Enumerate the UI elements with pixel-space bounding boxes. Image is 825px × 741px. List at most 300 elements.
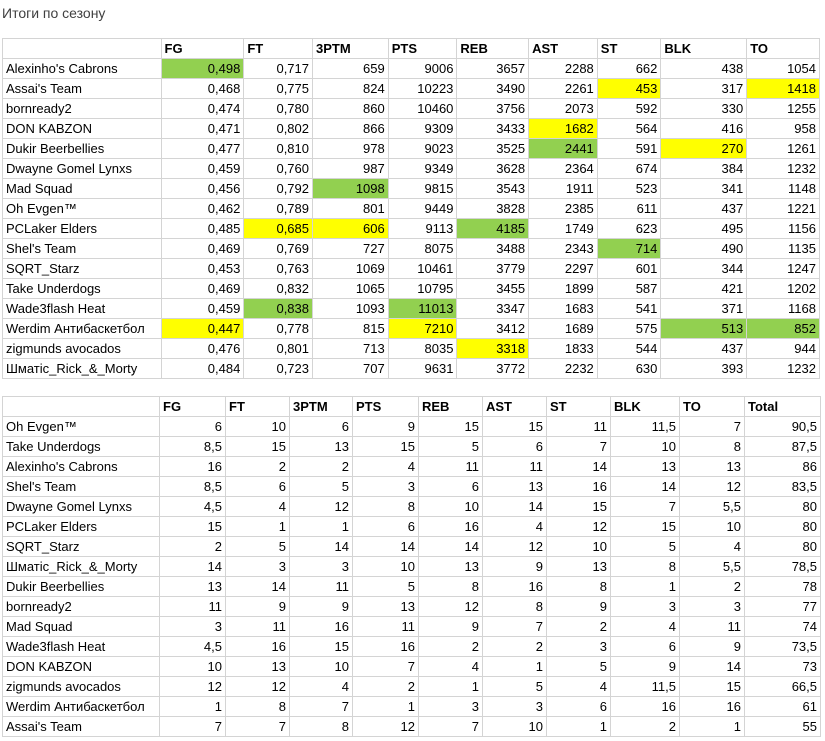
stat-cell[interactable]: 0,717 bbox=[244, 59, 313, 79]
stat-cell[interactable]: 944 bbox=[747, 339, 820, 359]
rank-cell[interactable]: 5 bbox=[547, 657, 611, 677]
stat-cell[interactable]: 1418 bbox=[747, 79, 820, 99]
stat-cell[interactable]: 1098 bbox=[313, 179, 389, 199]
rank-cell[interactable]: 14 bbox=[680, 657, 745, 677]
total-cell[interactable]: 80 bbox=[745, 517, 821, 537]
stat-cell[interactable]: 2441 bbox=[529, 139, 598, 159]
stat-cell[interactable]: 0,723 bbox=[244, 359, 313, 379]
rank-cell[interactable]: 1 bbox=[226, 517, 290, 537]
rank-cell[interactable]: 10 bbox=[353, 557, 419, 577]
stat-cell[interactable]: 3772 bbox=[457, 359, 529, 379]
stat-cell[interactable]: 9113 bbox=[388, 219, 457, 239]
stat-cell[interactable]: 0,760 bbox=[244, 159, 313, 179]
rank-cell[interactable]: 2 bbox=[419, 637, 483, 657]
stat-cell[interactable]: 0,477 bbox=[161, 139, 244, 159]
stat-cell[interactable]: 2343 bbox=[529, 239, 598, 259]
stat-cell[interactable]: 3488 bbox=[457, 239, 529, 259]
rank-cell[interactable]: 6 bbox=[611, 637, 680, 657]
rank-cell[interactable]: 2 bbox=[547, 617, 611, 637]
column-header[interactable]: FG bbox=[161, 39, 244, 59]
stat-cell[interactable]: 1261 bbox=[747, 139, 820, 159]
rank-cell[interactable]: 16 bbox=[353, 637, 419, 657]
rank-cell[interactable]: 11,5 bbox=[611, 677, 680, 697]
rank-cell[interactable]: 7 bbox=[353, 657, 419, 677]
stat-cell[interactable]: 591 bbox=[597, 139, 661, 159]
rank-cell[interactable]: 10 bbox=[290, 657, 353, 677]
total-cell[interactable]: 80 bbox=[745, 537, 821, 557]
rank-cell[interactable]: 9 bbox=[547, 597, 611, 617]
stat-cell[interactable]: 0,462 bbox=[161, 199, 244, 219]
stat-cell[interactable]: 344 bbox=[661, 259, 747, 279]
team-name-cell[interactable]: SQRT_Starz bbox=[3, 537, 160, 557]
stat-cell[interactable]: 801 bbox=[313, 199, 389, 219]
rank-cell[interactable]: 4 bbox=[419, 657, 483, 677]
team-name-cell[interactable]: Alexinho's Cabrons bbox=[3, 457, 160, 477]
rank-cell[interactable]: 3 bbox=[419, 697, 483, 717]
rank-cell[interactable]: 9 bbox=[290, 597, 353, 617]
rank-cell[interactable]: 16 bbox=[226, 637, 290, 657]
rank-cell[interactable]: 13 bbox=[160, 577, 226, 597]
rank-cell[interactable]: 1 bbox=[419, 677, 483, 697]
stat-cell[interactable]: 9631 bbox=[388, 359, 457, 379]
total-cell[interactable]: 78,5 bbox=[745, 557, 821, 577]
rank-cell[interactable]: 6 bbox=[547, 697, 611, 717]
stat-cell[interactable]: 10460 bbox=[388, 99, 457, 119]
rank-cell[interactable]: 14 bbox=[226, 577, 290, 597]
team-name-cell[interactable]: Werdim Антибаскетбол bbox=[3, 697, 160, 717]
rank-cell[interactable]: 1 bbox=[611, 577, 680, 597]
stat-cell[interactable]: 8035 bbox=[388, 339, 457, 359]
rank-cell[interactable]: 10 bbox=[160, 657, 226, 677]
rank-cell[interactable]: 1 bbox=[483, 657, 547, 677]
rank-cell[interactable]: 2 bbox=[611, 717, 680, 737]
column-header[interactable]: FT bbox=[226, 397, 290, 417]
rank-cell[interactable]: 16 bbox=[290, 617, 353, 637]
rank-cell[interactable]: 10 bbox=[226, 417, 290, 437]
stat-cell[interactable]: 9023 bbox=[388, 139, 457, 159]
team-name-cell[interactable]: Assai's Team bbox=[3, 717, 160, 737]
team-name-cell[interactable]: SQRT_Starz bbox=[3, 259, 162, 279]
rank-cell[interactable]: 11 bbox=[353, 617, 419, 637]
column-header[interactable]: BLK bbox=[611, 397, 680, 417]
rank-cell[interactable]: 7 bbox=[419, 717, 483, 737]
rank-cell[interactable]: 12 bbox=[160, 677, 226, 697]
rank-cell[interactable]: 11 bbox=[419, 457, 483, 477]
rank-cell[interactable]: 1 bbox=[160, 697, 226, 717]
team-name-cell[interactable]: zigmunds avocados bbox=[3, 677, 160, 697]
rank-cell[interactable]: 7 bbox=[226, 717, 290, 737]
stat-cell[interactable]: 3779 bbox=[457, 259, 529, 279]
rank-cell[interactable]: 2 bbox=[290, 457, 353, 477]
rank-cell[interactable]: 15 bbox=[226, 437, 290, 457]
stat-cell[interactable]: 3433 bbox=[457, 119, 529, 139]
stat-cell[interactable]: 1221 bbox=[747, 199, 820, 219]
rank-cell[interactable]: 13 bbox=[290, 437, 353, 457]
rank-cell[interactable]: 11 bbox=[160, 597, 226, 617]
rank-cell[interactable]: 12 bbox=[680, 477, 745, 497]
rank-cell[interactable]: 11 bbox=[226, 617, 290, 637]
rank-cell[interactable]: 14 bbox=[419, 537, 483, 557]
column-header[interactable]: TO bbox=[747, 39, 820, 59]
column-header[interactable]: 3PTM bbox=[290, 397, 353, 417]
stat-cell[interactable]: 3628 bbox=[457, 159, 529, 179]
rank-cell[interactable]: 12 bbox=[226, 677, 290, 697]
rank-cell[interactable]: 7 bbox=[611, 497, 680, 517]
stat-cell[interactable]: 2385 bbox=[529, 199, 598, 219]
stat-cell[interactable]: 421 bbox=[661, 279, 747, 299]
column-header[interactable]: ST bbox=[597, 39, 661, 59]
rank-cell[interactable]: 6 bbox=[226, 477, 290, 497]
stat-cell[interactable]: 1682 bbox=[529, 119, 598, 139]
rank-cell[interactable]: 11 bbox=[680, 617, 745, 637]
stat-cell[interactable]: 10461 bbox=[388, 259, 457, 279]
rank-cell[interactable]: 5 bbox=[290, 477, 353, 497]
stat-cell[interactable]: 601 bbox=[597, 259, 661, 279]
stat-cell[interactable]: 592 bbox=[597, 99, 661, 119]
team-name-cell[interactable]: PCLaker Elders bbox=[3, 219, 162, 239]
rank-cell[interactable]: 5 bbox=[419, 437, 483, 457]
rank-cell[interactable]: 10 bbox=[483, 717, 547, 737]
stat-cell[interactable]: 0,810 bbox=[244, 139, 313, 159]
column-header[interactable]: REB bbox=[419, 397, 483, 417]
rank-cell[interactable]: 7 bbox=[483, 617, 547, 637]
stat-cell[interactable]: 0,498 bbox=[161, 59, 244, 79]
stat-cell[interactable]: 0,453 bbox=[161, 259, 244, 279]
rank-cell[interactable]: 4 bbox=[680, 537, 745, 557]
stat-cell[interactable]: 0,456 bbox=[161, 179, 244, 199]
rank-cell[interactable]: 15 bbox=[483, 417, 547, 437]
rank-cell[interactable]: 13 bbox=[680, 457, 745, 477]
stat-cell[interactable]: 659 bbox=[313, 59, 389, 79]
stat-cell[interactable]: 987 bbox=[313, 159, 389, 179]
rank-cell[interactable]: 13 bbox=[611, 457, 680, 477]
rank-cell[interactable]: 7 bbox=[160, 717, 226, 737]
stat-cell[interactable]: 0,471 bbox=[161, 119, 244, 139]
rank-cell[interactable]: 8,5 bbox=[160, 437, 226, 457]
total-cell[interactable]: 83,5 bbox=[745, 477, 821, 497]
column-header[interactable]: PTS bbox=[353, 397, 419, 417]
stat-cell[interactable]: 437 bbox=[661, 199, 747, 219]
rank-cell[interactable]: 1 bbox=[680, 717, 745, 737]
team-name-cell[interactable]: Oh Evgen™ bbox=[3, 199, 162, 219]
stat-cell[interactable]: 3543 bbox=[457, 179, 529, 199]
rank-cell[interactable]: 15 bbox=[353, 437, 419, 457]
team-name-cell[interactable]: Dukir Beerbellies bbox=[3, 139, 162, 159]
rank-cell[interactable]: 13 bbox=[547, 557, 611, 577]
team-name-cell[interactable]: Take Underdogs bbox=[3, 437, 160, 457]
team-name-cell[interactable]: Mad Squad bbox=[3, 617, 160, 637]
stat-cell[interactable]: 1232 bbox=[747, 159, 820, 179]
stat-cell[interactable]: 437 bbox=[661, 339, 747, 359]
rank-cell[interactable]: 15 bbox=[290, 637, 353, 657]
rank-cell[interactable]: 7 bbox=[547, 437, 611, 457]
stat-cell[interactable]: 0,459 bbox=[161, 299, 244, 319]
stat-cell[interactable]: 1054 bbox=[747, 59, 820, 79]
stat-cell[interactable]: 3657 bbox=[457, 59, 529, 79]
stat-cell[interactable]: 2297 bbox=[529, 259, 598, 279]
rank-cell[interactable]: 5,5 bbox=[680, 557, 745, 577]
rank-cell[interactable]: 7 bbox=[290, 697, 353, 717]
rank-cell[interactable]: 4 bbox=[290, 677, 353, 697]
stat-cell[interactable]: 3347 bbox=[457, 299, 529, 319]
rank-cell[interactable]: 13 bbox=[483, 477, 547, 497]
stat-cell[interactable]: 860 bbox=[313, 99, 389, 119]
total-cell[interactable]: 80 bbox=[745, 497, 821, 517]
rank-cell[interactable]: 3 bbox=[353, 477, 419, 497]
stat-cell[interactable]: 341 bbox=[661, 179, 747, 199]
rank-cell[interactable]: 7 bbox=[680, 417, 745, 437]
stat-cell[interactable]: 495 bbox=[661, 219, 747, 239]
stat-cell[interactable]: 2073 bbox=[529, 99, 598, 119]
stat-cell[interactable]: 1065 bbox=[313, 279, 389, 299]
stat-cell[interactable]: 1156 bbox=[747, 219, 820, 239]
stat-cell[interactable]: 371 bbox=[661, 299, 747, 319]
stat-cell[interactable]: 330 bbox=[661, 99, 747, 119]
rank-cell[interactable]: 12 bbox=[353, 717, 419, 737]
stat-cell[interactable]: 0,485 bbox=[161, 219, 244, 239]
stat-cell[interactable]: 7210 bbox=[388, 319, 457, 339]
stat-cell[interactable]: 0,474 bbox=[161, 99, 244, 119]
column-header[interactable]: Total bbox=[745, 397, 821, 417]
stat-cell[interactable]: 866 bbox=[313, 119, 389, 139]
stat-cell[interactable]: 1899 bbox=[529, 279, 598, 299]
stat-cell[interactable]: 978 bbox=[313, 139, 389, 159]
rank-cell[interactable]: 2 bbox=[160, 537, 226, 557]
stat-cell[interactable]: 564 bbox=[597, 119, 661, 139]
stat-cell[interactable]: 824 bbox=[313, 79, 389, 99]
stat-cell[interactable]: 0,802 bbox=[244, 119, 313, 139]
rank-cell[interactable]: 16 bbox=[483, 577, 547, 597]
team-name-cell[interactable]: Dukir Beerbellies bbox=[3, 577, 160, 597]
team-name-cell[interactable]: Wade3flash Heat bbox=[3, 637, 160, 657]
rank-cell[interactable]: 13 bbox=[353, 597, 419, 617]
stat-cell[interactable]: 707 bbox=[313, 359, 389, 379]
stat-cell[interactable]: 9006 bbox=[388, 59, 457, 79]
rank-cell[interactable]: 9 bbox=[419, 617, 483, 637]
rank-cell[interactable]: 10 bbox=[419, 497, 483, 517]
stat-cell[interactable]: 10795 bbox=[388, 279, 457, 299]
stat-cell[interactable]: 416 bbox=[661, 119, 747, 139]
stat-cell[interactable]: 3318 bbox=[457, 339, 529, 359]
stat-cell[interactable]: 544 bbox=[597, 339, 661, 359]
team-name-cell[interactable]: Шматic_Rick_&_Morty bbox=[3, 359, 162, 379]
header-corner-cell[interactable] bbox=[3, 39, 162, 59]
column-header[interactable]: TO bbox=[680, 397, 745, 417]
rank-cell[interactable]: 8 bbox=[419, 577, 483, 597]
rank-cell[interactable]: 8 bbox=[353, 497, 419, 517]
rank-cell[interactable]: 14 bbox=[290, 537, 353, 557]
team-name-cell[interactable]: Assai's Team bbox=[3, 79, 162, 99]
total-cell[interactable]: 66,5 bbox=[745, 677, 821, 697]
total-cell[interactable]: 90,5 bbox=[745, 417, 821, 437]
stat-cell[interactable]: 0,801 bbox=[244, 339, 313, 359]
column-header[interactable]: 3PTM bbox=[313, 39, 389, 59]
stat-cell[interactable]: 3828 bbox=[457, 199, 529, 219]
stat-cell[interactable]: 958 bbox=[747, 119, 820, 139]
team-name-cell[interactable]: Dwayne Gomel Lynxs bbox=[3, 159, 162, 179]
stat-cell[interactable]: 3412 bbox=[457, 319, 529, 339]
stat-cell[interactable]: 384 bbox=[661, 159, 747, 179]
team-name-cell[interactable]: DON KABZON bbox=[3, 657, 160, 677]
rank-cell[interactable]: 14 bbox=[353, 537, 419, 557]
rank-cell[interactable]: 8 bbox=[226, 697, 290, 717]
stat-cell[interactable]: 9815 bbox=[388, 179, 457, 199]
rank-cell[interactable]: 14 bbox=[483, 497, 547, 517]
stat-cell[interactable]: 1689 bbox=[529, 319, 598, 339]
rank-cell[interactable]: 12 bbox=[290, 497, 353, 517]
stat-cell[interactable]: 0,459 bbox=[161, 159, 244, 179]
stat-cell[interactable]: 587 bbox=[597, 279, 661, 299]
rank-cell[interactable]: 12 bbox=[547, 517, 611, 537]
total-cell[interactable]: 73,5 bbox=[745, 637, 821, 657]
stat-cell[interactable]: 2261 bbox=[529, 79, 598, 99]
total-cell[interactable]: 73 bbox=[745, 657, 821, 677]
stat-cell[interactable]: 438 bbox=[661, 59, 747, 79]
stat-cell[interactable]: 713 bbox=[313, 339, 389, 359]
team-name-cell[interactable]: Шматic_Rick_&_Morty bbox=[3, 557, 160, 577]
stat-cell[interactable]: 0,468 bbox=[161, 79, 244, 99]
column-header[interactable]: BLK bbox=[661, 39, 747, 59]
rank-cell[interactable]: 4,5 bbox=[160, 637, 226, 657]
rank-cell[interactable]: 1 bbox=[353, 697, 419, 717]
rank-cell[interactable]: 14 bbox=[547, 457, 611, 477]
stat-cell[interactable]: 0,769 bbox=[244, 239, 313, 259]
rank-cell[interactable]: 16 bbox=[547, 477, 611, 497]
team-name-cell[interactable]: Mad Squad bbox=[3, 179, 162, 199]
rank-cell[interactable]: 5 bbox=[353, 577, 419, 597]
team-name-cell[interactable]: zigmunds avocados bbox=[3, 339, 162, 359]
rank-cell[interactable]: 2 bbox=[353, 677, 419, 697]
stat-cell[interactable]: 1135 bbox=[747, 239, 820, 259]
team-name-cell[interactable]: Oh Evgen™ bbox=[3, 417, 160, 437]
stat-cell[interactable]: 393 bbox=[661, 359, 747, 379]
rank-cell[interactable]: 4 bbox=[547, 677, 611, 697]
rank-cell[interactable]: 6 bbox=[353, 517, 419, 537]
stat-cell[interactable]: 0,763 bbox=[244, 259, 313, 279]
header-corner-cell[interactable] bbox=[3, 397, 160, 417]
stat-cell[interactable]: 3525 bbox=[457, 139, 529, 159]
stat-cell[interactable]: 1202 bbox=[747, 279, 820, 299]
rank-cell[interactable]: 15 bbox=[419, 417, 483, 437]
rank-cell[interactable]: 11 bbox=[483, 457, 547, 477]
total-cell[interactable]: 87,5 bbox=[745, 437, 821, 457]
rank-cell[interactable]: 9 bbox=[226, 597, 290, 617]
total-cell[interactable]: 77 bbox=[745, 597, 821, 617]
stat-cell[interactable]: 2364 bbox=[529, 159, 598, 179]
stat-cell[interactable]: 523 bbox=[597, 179, 661, 199]
stat-cell[interactable]: 1247 bbox=[747, 259, 820, 279]
team-name-cell[interactable]: Shel's Team bbox=[3, 239, 162, 259]
team-name-cell[interactable]: bornready2 bbox=[3, 597, 160, 617]
rank-cell[interactable]: 6 bbox=[419, 477, 483, 497]
stat-cell[interactable]: 0,447 bbox=[161, 319, 244, 339]
rank-cell[interactable]: 8 bbox=[547, 577, 611, 597]
rank-cell[interactable]: 4,5 bbox=[160, 497, 226, 517]
rank-cell[interactable]: 10 bbox=[547, 537, 611, 557]
stat-cell[interactable]: 9349 bbox=[388, 159, 457, 179]
rank-cell[interactable]: 5 bbox=[611, 537, 680, 557]
rank-cell[interactable]: 14 bbox=[160, 557, 226, 577]
team-name-cell[interactable]: Dwayne Gomel Lynxs bbox=[3, 497, 160, 517]
rank-cell[interactable]: 5 bbox=[483, 677, 547, 697]
rank-cell[interactable]: 8 bbox=[611, 557, 680, 577]
rank-cell[interactable]: 8 bbox=[483, 597, 547, 617]
rank-cell[interactable]: 8,5 bbox=[160, 477, 226, 497]
stat-cell[interactable]: 1069 bbox=[313, 259, 389, 279]
stat-cell[interactable]: 611 bbox=[597, 199, 661, 219]
team-name-cell[interactable]: Shel's Team bbox=[3, 477, 160, 497]
team-name-cell[interactable]: Take Underdogs bbox=[3, 279, 162, 299]
rank-cell[interactable]: 2 bbox=[680, 577, 745, 597]
stat-cell[interactable]: 0,685 bbox=[244, 219, 313, 239]
rank-cell[interactable]: 4 bbox=[483, 517, 547, 537]
rank-cell[interactable]: 15 bbox=[680, 677, 745, 697]
team-name-cell[interactable]: Werdim Антибаскетбол bbox=[3, 319, 162, 339]
column-header[interactable]: PTS bbox=[388, 39, 457, 59]
total-cell[interactable]: 74 bbox=[745, 617, 821, 637]
stat-cell[interactable]: 11013 bbox=[388, 299, 457, 319]
rank-cell[interactable]: 9 bbox=[680, 637, 745, 657]
stat-cell[interactable]: 1093 bbox=[313, 299, 389, 319]
rank-cell[interactable]: 13 bbox=[419, 557, 483, 577]
stat-cell[interactable]: 623 bbox=[597, 219, 661, 239]
column-header[interactable]: AST bbox=[483, 397, 547, 417]
column-header[interactable]: AST bbox=[529, 39, 598, 59]
rank-cell[interactable]: 11,5 bbox=[611, 417, 680, 437]
stat-cell[interactable]: 0,476 bbox=[161, 339, 244, 359]
team-name-cell[interactable]: Wade3flash Heat bbox=[3, 299, 162, 319]
rank-cell[interactable]: 4 bbox=[226, 497, 290, 517]
rank-cell[interactable]: 16 bbox=[160, 457, 226, 477]
stat-cell[interactable]: 0,469 bbox=[161, 279, 244, 299]
team-name-cell[interactable]: PCLaker Elders bbox=[3, 517, 160, 537]
stat-cell[interactable]: 2288 bbox=[529, 59, 598, 79]
stat-cell[interactable]: 714 bbox=[597, 239, 661, 259]
stat-cell[interactable]: 9449 bbox=[388, 199, 457, 219]
column-header[interactable]: ST bbox=[547, 397, 611, 417]
stat-cell[interactable]: 674 bbox=[597, 159, 661, 179]
total-cell[interactable]: 78 bbox=[745, 577, 821, 597]
rank-cell[interactable]: 12 bbox=[419, 597, 483, 617]
stat-cell[interactable]: 3490 bbox=[457, 79, 529, 99]
rank-cell[interactable]: 6 bbox=[483, 437, 547, 457]
stat-cell[interactable]: 270 bbox=[661, 139, 747, 159]
rank-cell[interactable]: 16 bbox=[680, 697, 745, 717]
rank-cell[interactable]: 6 bbox=[160, 417, 226, 437]
stat-cell[interactable]: 513 bbox=[661, 319, 747, 339]
stat-cell[interactable]: 8075 bbox=[388, 239, 457, 259]
rank-cell[interactable]: 11 bbox=[290, 577, 353, 597]
stat-cell[interactable]: 630 bbox=[597, 359, 661, 379]
stat-cell[interactable]: 1749 bbox=[529, 219, 598, 239]
stat-cell[interactable]: 0,789 bbox=[244, 199, 313, 219]
stat-cell[interactable]: 0,484 bbox=[161, 359, 244, 379]
rank-cell[interactable]: 15 bbox=[547, 497, 611, 517]
stat-cell[interactable]: 0,775 bbox=[244, 79, 313, 99]
stat-cell[interactable]: 0,832 bbox=[244, 279, 313, 299]
rank-cell[interactable]: 12 bbox=[483, 537, 547, 557]
rank-cell[interactable]: 3 bbox=[483, 697, 547, 717]
stat-cell[interactable]: 3455 bbox=[457, 279, 529, 299]
rank-cell[interactable]: 16 bbox=[419, 517, 483, 537]
rank-cell[interactable]: 1 bbox=[547, 717, 611, 737]
stat-cell[interactable]: 1168 bbox=[747, 299, 820, 319]
rank-cell[interactable]: 11 bbox=[547, 417, 611, 437]
rank-cell[interactable]: 1 bbox=[290, 517, 353, 537]
rank-cell[interactable]: 4 bbox=[353, 457, 419, 477]
stat-cell[interactable]: 2232 bbox=[529, 359, 598, 379]
stat-cell[interactable]: 453 bbox=[597, 79, 661, 99]
